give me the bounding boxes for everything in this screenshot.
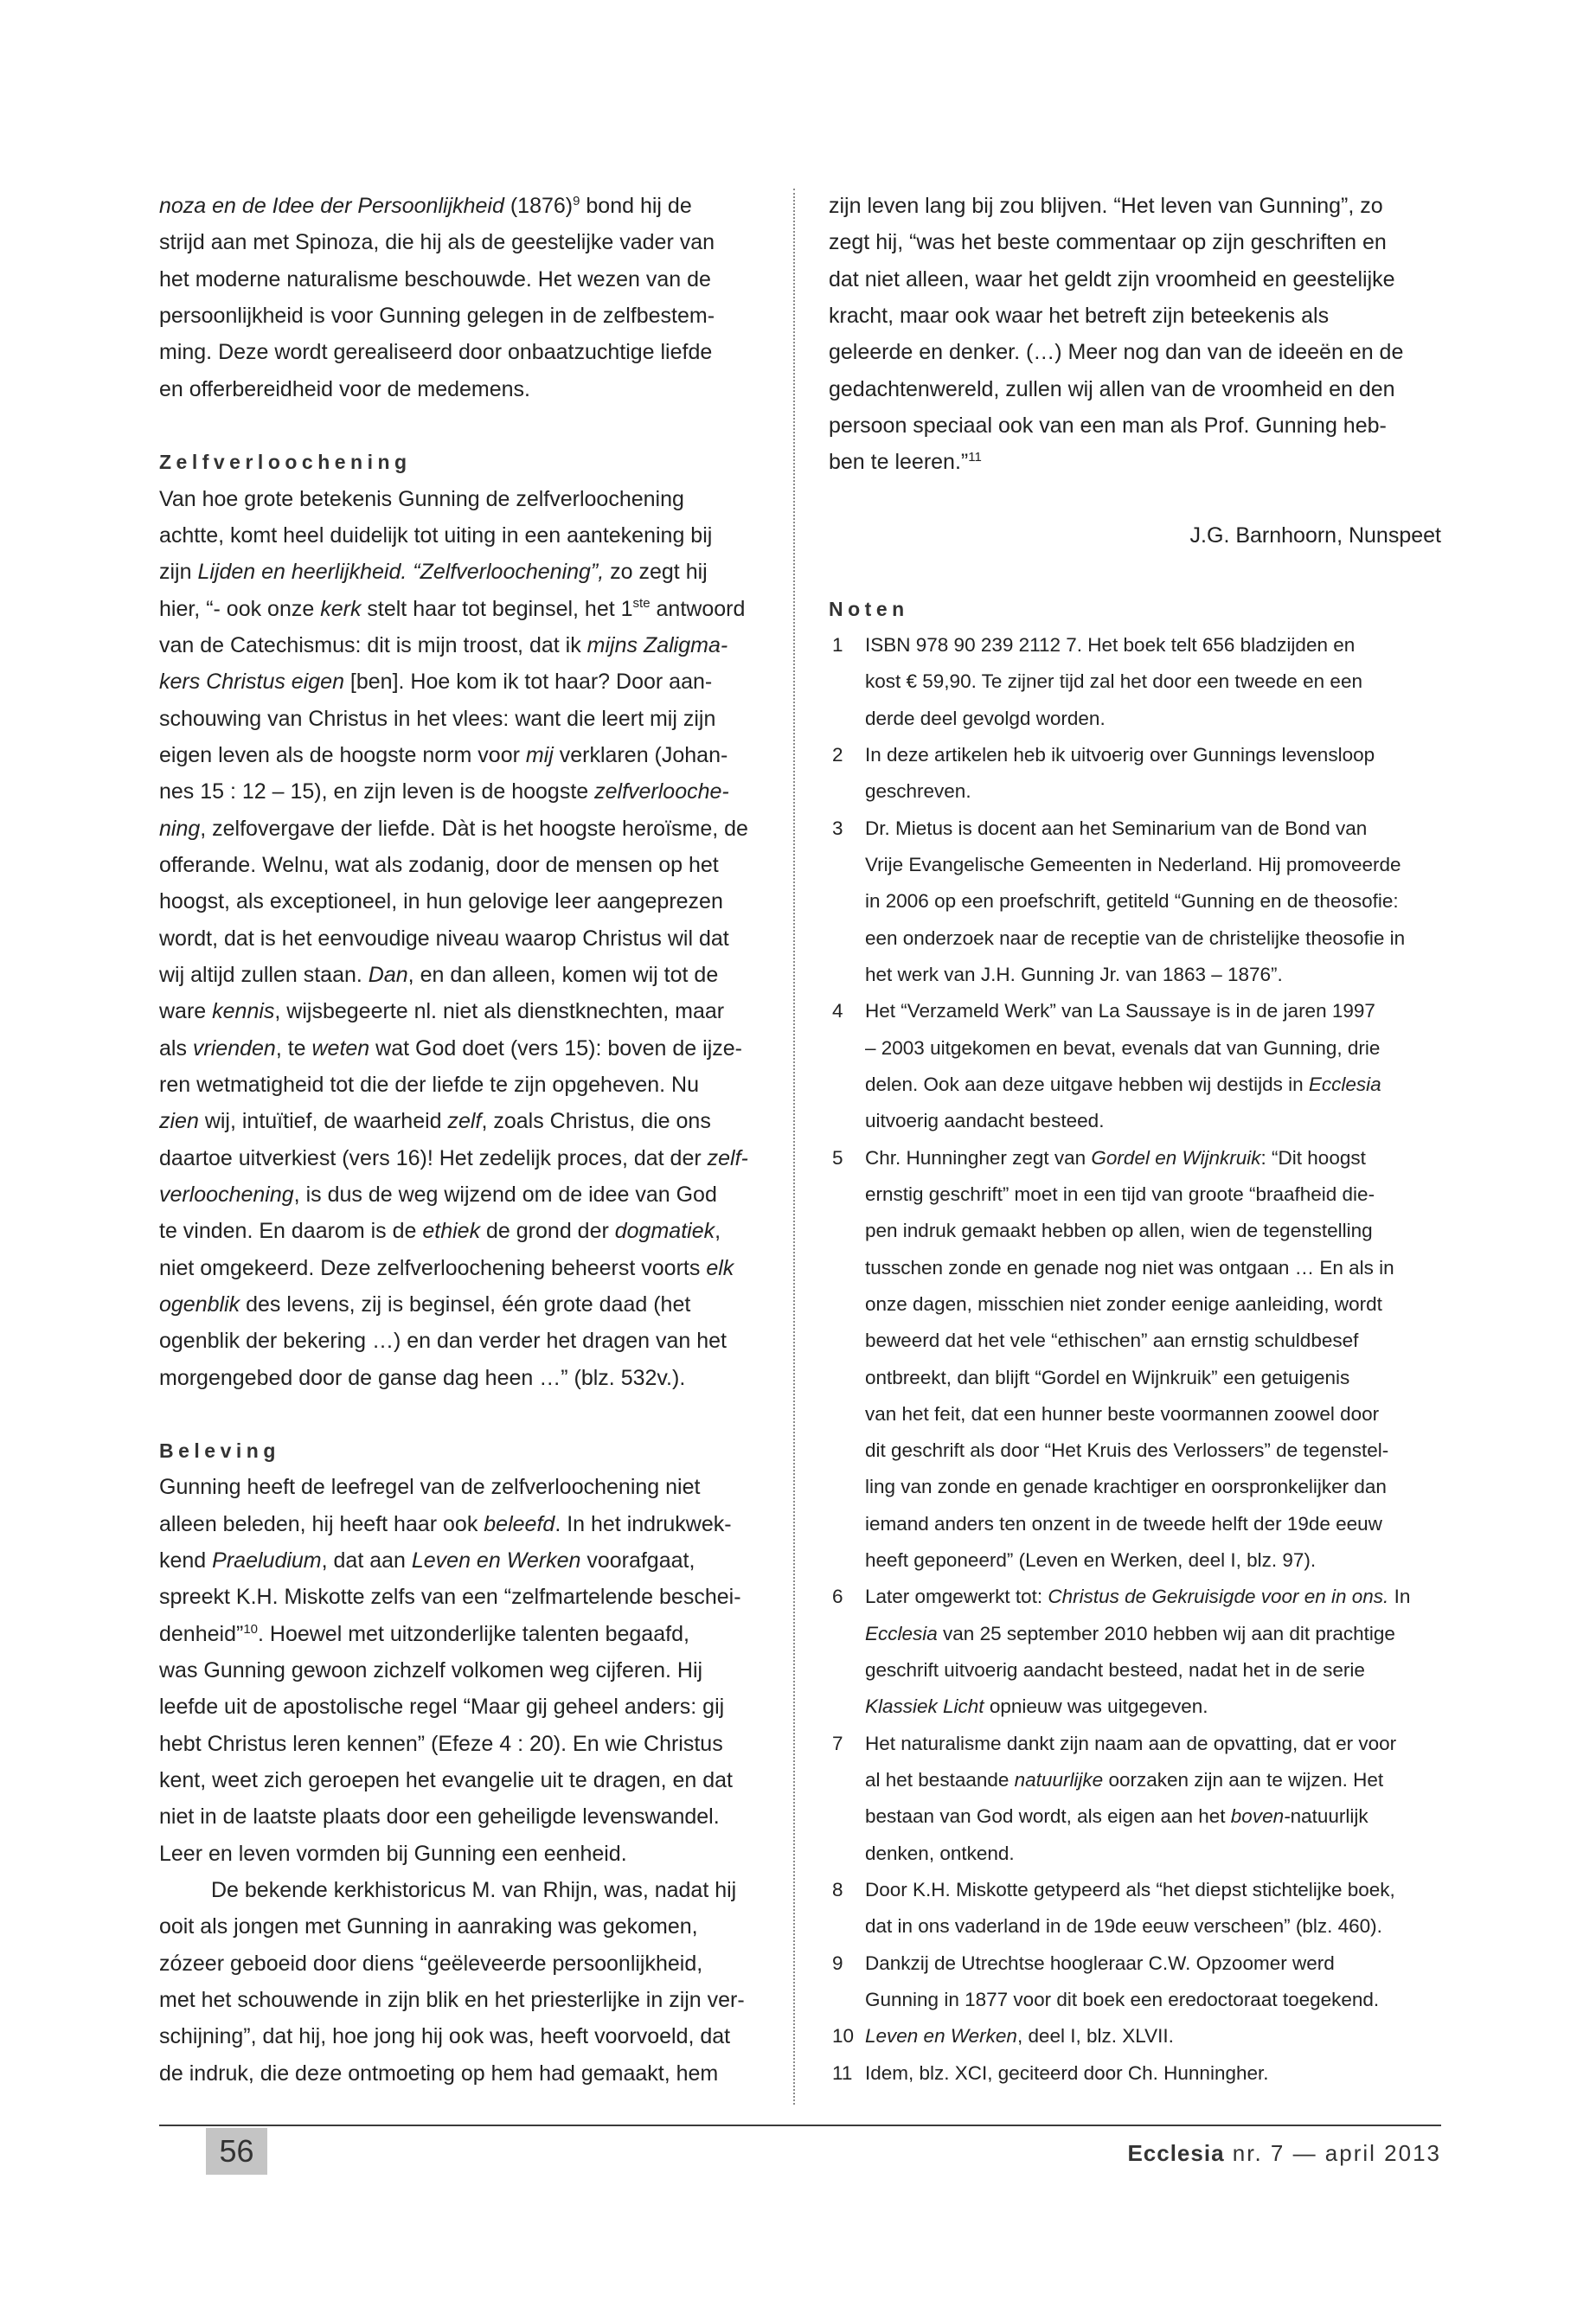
body-text-line: geleerde en denker. (…) Meer nog dan van de ideeën en de [829,340,1404,365]
body-text-line [159,1616,762,1652]
italic-text: zelf [447,1109,482,1134]
text-run: antwoord [650,596,746,621]
italic-text: dogmatiek [614,1219,715,1244]
italic-text: Christus de Gekruisigde voor en in ons. [1048,1586,1389,1608]
footnote-line: Het naturalisme dankt zijn naam aan de opvatting, dat er voor [865,1732,1397,1754]
column-divider [793,189,795,2105]
footnote-number: 3 [832,817,843,839]
footnote-line: heeft geponeerd” (Leven en Werken, deel I, blz. 97). [865,1549,1317,1572]
text-run: [ben]. Hoe kom ik tot haar? Door aan- [343,670,713,695]
section-heading: Zelfverloochening [159,451,412,474]
left-column [159,188,762,2092]
footnote-line: geschreven. [865,780,971,803]
text-run: In [1388,1586,1411,1608]
text-run: eigen leven als de hoogste norm voor [159,742,526,767]
text-run: , wijsbegeerte nl. niet als dienstknechten, maar [274,999,725,1024]
body-text-line: schouwing van Christus in het vlees: want die leert mij zijn [159,706,716,731]
superscript-text: ste [632,596,651,612]
text-run: oorzaken zijn aan te wijzen. Het [1103,1769,1384,1791]
footnote-line: het werk van J.H. Gunning Jr. van 1863 – 1876”. [865,963,1283,985]
footnote-line: Het “Verzameld Werk” van La Saussaye is in de jaren 1997 [865,1000,1375,1022]
body-text-line: zegt hij, “was het beste commentaar op zijn geschriften en [829,230,1387,255]
footnote-line [865,1067,1441,1103]
italic-text: Lijden en heerlijkheid. [197,560,407,585]
body-text-line: met het schouwende in zijn blik en het priesterlijke in zijn ver- [159,1988,745,2013]
italic-text: kers Christus eigen [159,670,344,695]
text-run: denheid” [159,1621,244,1646]
footnote-item [829,2055,1441,2092]
footnote-line [865,2018,1441,2054]
footnote-line: dat in ons vaderland in de 19de eeuw verscheen” (blz. 460). [865,1915,1382,1938]
blank-line [829,554,1441,590]
magazine-name: Ecclesia [1127,2140,1225,2166]
body-text-line: kent, weet zich geroepen het evangelie uit te dragen, en dat [159,1768,733,1793]
italic-text: boven- [1230,1805,1291,1828]
body-text-line [159,1213,762,1249]
body-text-line: ming. Deze wordt gerealiseerd door onbaatzuchtige liefde [159,340,713,365]
italic-text: zelf- [707,1145,748,1170]
page-number-box [206,2128,267,2175]
italic-text: zien [159,1109,199,1134]
section-heading: Beleving [159,1439,280,1463]
text-run: : “Dit hoogst [1260,1146,1366,1169]
body-text-line: hebt Christus leren kennen” (Efeze 4 : 20). En wie Christus [159,1731,723,1756]
footnote-line: uitvoerig aandacht besteed. [865,1110,1105,1132]
italic-text: zelfverlooche- [594,779,729,804]
text-run: , zelfovergave der liefde. Dàt is het hoogste heroïsme, de [200,816,748,841]
text-run: wij altijd zullen staan. [159,962,369,987]
text-run: van 25 september 2010 hebben wij aan dit prachtige [937,1622,1395,1644]
superscript-text: 11 [968,450,982,465]
footnote-number: 10 [832,2025,855,2048]
italic-text: Gordel en Wijnkruik [1091,1146,1261,1169]
italic-text: ethiek [422,1219,481,1244]
body-text-line [159,627,762,663]
text-run: des levens, zij is beginsel, één grote daad (het [240,1292,691,1317]
footnote-line: ISBN 978 90 239 2112 7. Het boek telt 656 bladzijden en [865,633,1356,656]
footnote-item [829,1140,1441,1580]
body-text-line: dat niet alleen, waar het geldt zijn vroomheid en geestelijke [829,266,1395,292]
footnote-line [865,1689,1441,1725]
body-text-line: strijd aan met Spinoza, die hij als de geestelijke vader van [159,230,715,255]
body-text-line [159,1176,762,1213]
body-text-line [159,1140,762,1176]
footnote-line: denken, ontkend. [865,1842,1015,1864]
footnote-item [829,993,1441,1139]
italic-text: natuurlijke [1014,1769,1104,1791]
footnote-line [865,1579,1441,1615]
footnote-line: pen indruk gemaakt hebben op allen, wien de tegenstelling [865,1220,1373,1242]
text-run: ware [159,999,213,1024]
footnote-line: derde deel gevolgd worden. [865,707,1106,729]
body-text-line: offerande. Welnu, wat als zodanig, door de mensen op het [159,852,719,877]
text-run: nes 15 : 12 – 15), en zijn leven is de hoogste [159,779,595,804]
footnote-number: 1 [832,633,843,656]
text-run: , is dus de weg wijzend om de idee van God [293,1182,717,1207]
text-run: . In het indrukwek- [554,1511,732,1536]
footnote-number: 5 [832,1146,843,1169]
footnote-item [829,811,1441,994]
footnote-item [829,1872,1441,1945]
footnote-line: tusschen zonde en genade nog niet was ontgaan … En als in [865,1256,1394,1279]
page-number: 56 [219,2133,254,2169]
footnote-line: kost € 59,90. Te zijner tijd zal het door een tweede en een [865,670,1362,693]
body-text-line: achtte, komt heel duidelijk tot uiting in een aantekening bij [159,522,713,548]
body-text-line: ooit als jongen met Gunning in aanraking was gekomen, [159,1914,698,1939]
notes-heading: Noten [829,597,909,620]
body-text-line: kracht, maar ook waar het betreft zijn beteekenis als [829,303,1330,328]
body-text-line: morgengebed door de ganse dag heen …” (blz. 532v.). [159,1365,686,1390]
text-run: verklaren (Johan- [553,742,728,767]
superscript-text: 10 [243,1621,258,1637]
text-run: wij, intuïtief, de waarheid [198,1109,448,1134]
footnote-line: in 2006 op een proefschrift, getiteld “Gunning en de theosofie: [865,890,1399,913]
body-text-line [159,1542,762,1579]
footnote-line [865,1140,1441,1176]
footnote-item [829,737,1441,811]
text-run: bond hij de [580,194,692,218]
body-text-line: ren wetmatigheid tot die der liefde te zijn opgeheven. Nu [159,1072,699,1097]
blank-line [159,407,762,444]
footnote-number: 8 [832,1879,843,1901]
italic-text: kerk [320,596,362,621]
footer-rule [159,2125,1441,2126]
footnote-line: Gunning in 1877 voor dit boek een eredoctoraat toegekend. [865,1989,1380,2011]
footnote-line [865,1616,1441,1652]
body-text-line: persoon speciaal ook van een man als Prof. Gunning heb- [829,413,1387,438]
text-run: (1876) [503,194,574,218]
italic-text: weten [311,1035,370,1061]
text-run: zo zegt hij [604,560,708,585]
italic-text: vrienden [192,1035,276,1061]
italic-text: kennis [212,999,275,1024]
body-text-line [159,554,762,590]
superscript-text: 9 [573,193,580,208]
footnote-line: ontbreekt, dan blijft “Gordel en Wijnkruik” een getuigenis [865,1366,1350,1388]
text-run: de grond der [480,1219,615,1244]
footer-publication [1127,2136,1441,2170]
italic-text: verloochening [159,1182,294,1207]
text-run: kend [159,1548,213,1574]
text-run: , [715,1219,721,1244]
body-text-line: persoonlijkheid is voor Gunning gelegen in de zelfbestem- [159,303,715,328]
italic-text: mijns Zaligma- [586,632,728,657]
italic-text: mij [525,742,554,767]
text-run: te vinden. En daarom is de [159,1219,423,1244]
text-run: opnieuw was uitgegeven. [984,1695,1208,1718]
body-text-line [159,591,762,627]
text-run: wat God doet (vers 15): boven de ijze- [369,1035,742,1061]
right-column [829,188,1441,2092]
footnote-line: beweerd dat het vele “ethischen” aan ernstig schuldbesef [865,1330,1359,1352]
footnote-line: Dankzij de Utrechtse hoogleraar C.W. Opzoomer werd [865,1952,1335,1974]
text-run: , zoals Christus, die ons [481,1109,711,1134]
text-run: als [159,1035,193,1061]
footnote-item [829,1726,1441,1872]
footnote-line: iemand anders ten onzent in de tweede helft der 19de eeuw [865,1512,1382,1535]
footnote-line [865,1798,1441,1835]
footnote-number: 6 [832,1586,843,1608]
footnote-number: 4 [832,1000,843,1022]
footnote-number: 9 [832,1952,843,1974]
footnote-item [829,627,1441,737]
body-text-line: zózeer geboeid door diens “geëleveerde persoonlijkheid, [159,1951,703,1976]
text-run: voorafgaat, [580,1548,695,1574]
body-text-line [159,663,762,700]
body-text-line [159,1506,762,1542]
footnote-line: Idem, blz. XCI, geciteerd door Ch. Hunningher. [865,2061,1269,2084]
italic-text: ning [159,816,201,841]
italic-text: Ecclesia [865,1622,938,1644]
body-text-line [829,444,1441,480]
text-run: daartoe uitverkiest (vers 16)! Het zedelijk proces, dat der [159,1145,708,1170]
text-run: delen. Ook aan deze uitgave hebben wij destijds in [865,1073,1309,1095]
text-run: al het bestaande [865,1769,1015,1791]
footnote-line: Vrije Evangelische Gemeenten in Nederland. Hij promoveerde [865,853,1401,875]
footnote-line: ernstig geschrift” moet in een tijd van groote “braafheid die- [865,1183,1375,1205]
text-run: , dat aan [321,1548,412,1574]
body-text-line: niet in de laatste plaats door een geheiligde levenswandel. [159,1804,720,1830]
body-text-line: de indruk, die deze ontmoeting op hem had gemaakt, hem [159,2061,719,2086]
body-text-line [159,811,762,847]
italic-text: Praeludium [212,1548,322,1574]
footnote-line: geschrift uitvoerig aandacht besteed, nadat het in de serie [865,1659,1365,1682]
text-run: Chr. Hunningher zegt van [865,1146,1092,1169]
footnote-item [829,1945,1441,2019]
italic-text: “Zelfverloochening”, [413,560,605,585]
body-text-line: spreekt K.H. Miskotte zelfs van een “zelfmartelende beschei- [159,1585,741,1610]
text-run: zijn [159,560,198,585]
italic-text: ogenblik [159,1292,240,1317]
footnote-line: onze dagen, misschien niet zonder eenige aanleiding, wordt [865,1292,1382,1315]
footnote-line: een onderzoek naar de receptie van de christelijke theosofie in [865,926,1406,949]
text-run: alleen beleden, hij heeft haar ook [159,1511,484,1536]
body-text-line: gedachtenwereld, zullen wij allen van de vroomheid en den [829,376,1395,401]
footnote-item [829,1579,1441,1725]
text-run: niet omgekeerd. Deze zelfverloochening beheerst voorts [159,1255,707,1280]
footnote-line: Dr. Mietus is docent aan het Seminarium van de Bond van [865,817,1368,839]
body-text-line: was Gunning gewoon zichzelf volkomen weg cijferen. Hij [159,1658,703,1683]
body-text-line [159,773,762,810]
text-run: , deel I, blz. XLVII. [1016,2025,1174,2048]
footnote-line: ling van zonde en genade krachtiger en oorspronkelijker dan [865,1476,1387,1498]
footnote-line: van het feit, dat een hunner beste voormannen zoowel door [865,1402,1380,1425]
footnote-line: dit geschrift als door “Het Kruis des Verlossers” de tegenstel- [865,1439,1389,1462]
italic-text: Klassiek Licht [865,1695,984,1718]
body-text-line: Gunning heeft de leefregel van de zelfverloochening niet [159,1475,701,1500]
body-text-line: hoogst, als exceptioneel, in hun gelovige leer aangeprezen [159,889,723,914]
body-text-line [159,737,762,773]
footnote-line: In deze artikelen heb ik uitvoerig over Gunnings levensloop [865,743,1375,766]
italic-text: Leven en Werken [865,2025,1017,2048]
body-text-line: schijning”, dat hij, hoe jong hij ook was, heeft voorvoeld, dat [159,2024,731,2049]
text-run: . Hoewel met uitzonderlijke talenten begaafd, [258,1621,689,1646]
body-text-line: leefde uit de apostolische regel “Maar gij geheel anders: gij [159,1695,725,1720]
blank-line [159,1396,762,1433]
italic-text: beleefd [484,1511,555,1536]
italic-text: Leven en Werken [411,1548,581,1574]
footnote-number: 11 [832,2061,853,2084]
italic-text: Ecclesia [1308,1073,1381,1095]
blank-line [829,481,1441,517]
body-text-line [159,1250,762,1286]
body-text-line [159,957,762,993]
italic-text: elk [706,1255,734,1280]
body-text-line: De bekende kerkhistoricus M. van Rhijn, was, nadat hij [211,1878,737,1903]
body-text-line [159,1103,762,1139]
issue-info: nr. 7 — april 2013 [1232,2140,1441,2166]
text-run: van de Catechismus: dit is mijn troost, dat ik [159,632,587,657]
body-text-line [159,1286,762,1323]
body-text-line [159,188,762,224]
body-text-line: zijn leven lang bij zou blijven. “Het leven van Gunning”, zo [829,194,1383,218]
body-text-line: het moderne naturalisme beschouwde. Het wezen van de [159,266,711,292]
body-text-line [159,993,762,1029]
footnote-item [829,2018,1441,2054]
body-text-line: en offerbereidheid voor de medemens. [159,376,530,401]
body-text-line: ogenblik der bekering …) en dan verder het dragen van het [159,1329,727,1354]
text-run: , en dan alleen, komen wij tot de [407,962,719,987]
text-run: natuurlijk [1290,1805,1368,1828]
footnote-number: 2 [832,743,843,766]
footnote-number: 7 [832,1732,843,1754]
author-signature: J.G. Barnhoorn, Nunspeet [1189,522,1441,548]
footnote-line [865,1762,1441,1798]
italic-text: noza en de Idee der Persoonlijkheid [159,194,504,218]
body-text-line: Leer en leven vormden bij Gunning een eenheid. [159,1841,627,1866]
text-run: hier, “- ook onze [159,596,321,621]
text-run: bestaan van God wordt, als eigen aan het [865,1805,1231,1828]
footnote-line: Door K.H. Miskotte getypeerd als “het diepst stichtelijke boek, [865,1879,1395,1901]
text-run: , te [275,1035,312,1061]
text-run: ben te leeren.” [829,450,969,475]
body-text-line [159,1030,762,1067]
italic-text: Dan [368,962,408,987]
text-run: stelt haar tot beginsel, het 1 [361,596,633,621]
text-run: Later omgewerkt tot: [865,1586,1048,1608]
body-text-line: Van hoe grote betekenis Gunning de zelfverloochening [159,486,684,511]
footnote-line: – 2003 uitgekomen en bevat, evenals dat van Gunning, drie [865,1036,1381,1059]
body-text-line: wordt, dat is het eenvoudige niveau waarop Christus wil dat [159,926,729,951]
